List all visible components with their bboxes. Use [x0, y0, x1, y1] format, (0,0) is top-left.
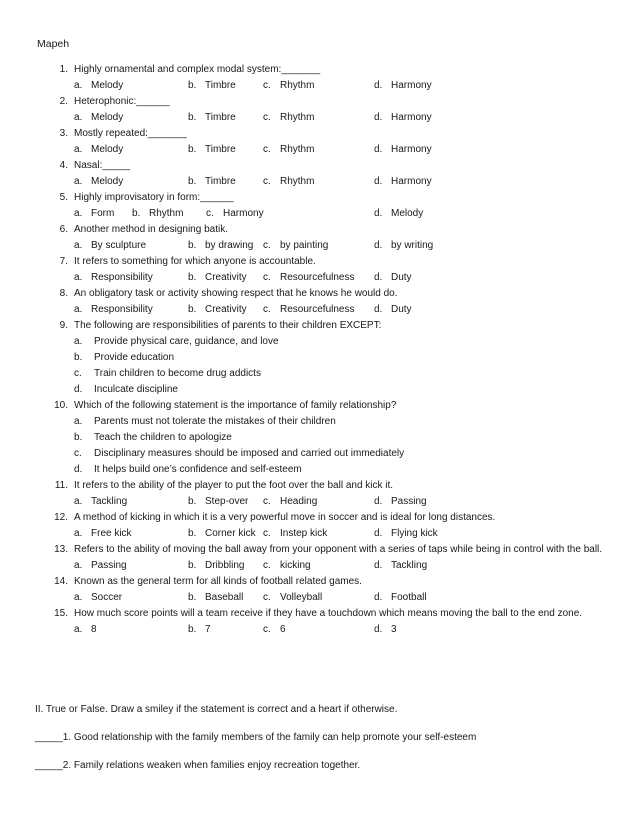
answer-option — [263, 78, 314, 94]
question-text: Heterophonic:______ — [74, 96, 170, 107]
answer-option — [374, 270, 412, 286]
option-list — [74, 334, 612, 398]
question-list — [42, 62, 612, 638]
option-row — [74, 270, 612, 286]
answer-option — [132, 206, 183, 222]
question-item — [42, 318, 612, 398]
answer-option — [188, 622, 211, 638]
answer-option — [374, 302, 412, 318]
answer-option — [74, 446, 612, 462]
answer-option — [188, 270, 247, 286]
option-text: Instep kick — [280, 528, 328, 539]
question-text: It refers to something for which anyone is accountable. — [74, 256, 316, 267]
answer-option — [74, 558, 127, 574]
option-row — [74, 558, 612, 574]
option-text: Resourcefulness — [280, 304, 355, 315]
question-text: Which of the following statement is the importance of family relationship? — [74, 400, 397, 411]
option-text: Rhythm — [280, 80, 315, 91]
answer-option — [263, 174, 314, 190]
option-letter: a. — [74, 208, 83, 219]
option-letter: c. — [263, 496, 271, 507]
option-letter: c. — [263, 304, 271, 315]
answer-option — [74, 238, 146, 254]
question-text: Refers to the ability of moving the ball away from your opponent with a series of taps while being in control with the ball. — [74, 544, 603, 555]
option-letter: b. — [188, 240, 197, 251]
question-text: How much score points will a team receive if they have a touchdown which means moving the ball to the end zone. — [74, 608, 583, 619]
answer-option — [74, 78, 123, 94]
option-row — [74, 590, 612, 606]
question-number: 7. — [59, 256, 68, 267]
option-letter: b. — [188, 592, 197, 603]
answer-option — [263, 238, 328, 254]
question-item — [42, 190, 612, 222]
option-text: Tackling — [391, 560, 428, 571]
option-letter: a. — [74, 560, 83, 571]
option-letter: b. — [188, 528, 197, 539]
answer-option — [74, 414, 612, 430]
answer-option — [263, 526, 327, 542]
question-number: 10. — [54, 400, 68, 411]
question-number: 8. — [59, 288, 68, 299]
option-letter: d. — [74, 384, 83, 395]
answer-option — [374, 526, 438, 542]
option-text: Rhythm — [280, 112, 315, 123]
option-text: Melody — [91, 176, 124, 187]
question-number: 3. — [59, 128, 68, 139]
option-text: Form — [91, 208, 115, 219]
answer-option — [74, 142, 123, 158]
option-text: Passing — [391, 496, 427, 507]
question-item — [42, 286, 612, 318]
answer-option — [74, 590, 122, 606]
question-item — [42, 94, 612, 126]
true-false-item-1: _____1. Good relationship with the family members of the family can help promote your self-esteem — [35, 732, 477, 743]
option-row — [74, 110, 612, 126]
answer-option — [188, 558, 244, 574]
question-number: 4. — [59, 160, 68, 171]
answer-option — [74, 110, 123, 126]
question-item — [42, 542, 612, 574]
option-letter: b. — [188, 496, 197, 507]
option-letter: a. — [74, 80, 83, 91]
option-text: Heading — [280, 496, 318, 507]
option-text: Timbre — [205, 112, 236, 123]
option-text: Rhythm — [280, 144, 315, 155]
answer-option — [74, 430, 612, 446]
answer-option — [374, 174, 432, 190]
answer-option — [74, 206, 114, 222]
option-row — [74, 206, 612, 222]
answer-option — [74, 526, 132, 542]
answer-option — [263, 622, 286, 638]
answer-option — [263, 270, 354, 286]
option-letter: a. — [74, 240, 83, 251]
option-text: Baseball — [205, 592, 244, 603]
option-text: Rhythm — [149, 208, 184, 219]
option-letter: a. — [74, 336, 83, 347]
option-list — [74, 414, 612, 478]
question-item — [42, 510, 612, 542]
question-number: 14. — [54, 576, 68, 587]
question-item — [42, 62, 612, 94]
answer-option — [74, 302, 153, 318]
option-row — [74, 494, 612, 510]
option-letter: b. — [188, 272, 197, 283]
option-letter: c. — [74, 448, 82, 459]
option-text: Duty — [391, 272, 412, 283]
option-text: Parents must not tolerate the mistakes of their children — [94, 416, 336, 427]
option-text: kicking — [280, 560, 311, 571]
option-letter: b. — [74, 432, 83, 443]
option-text: Inculcate discipline — [94, 384, 178, 395]
option-letter: d. — [374, 272, 383, 283]
option-letter: a. — [74, 272, 83, 283]
answer-option — [74, 494, 127, 510]
question-text: Highly improvisatory in form:______ — [74, 192, 234, 203]
question-text: Another method in designing batik. — [74, 224, 228, 235]
option-text: 8 — [91, 624, 97, 635]
option-letter: b. — [74, 352, 83, 363]
answer-option — [188, 526, 256, 542]
option-letter: d. — [374, 528, 383, 539]
option-text: Volleyball — [280, 592, 323, 603]
option-letter: a. — [74, 112, 83, 123]
option-text: Melody — [91, 112, 124, 123]
answer-option — [374, 590, 427, 606]
true-false-item-2: _____2. Family relations weaken when families enjoy recreation together. — [35, 760, 361, 771]
option-text: Disciplinary measures should be imposed and carried out immediately — [94, 448, 405, 459]
option-text: Timbre — [205, 144, 236, 155]
option-letter: d. — [374, 592, 383, 603]
option-letter: a. — [74, 144, 83, 155]
question-text: It refers to the ability of the player to put the foot over the ball and kick it. — [74, 480, 394, 491]
option-letter: b. — [132, 208, 141, 219]
option-text: Timbre — [205, 176, 236, 187]
answer-option — [188, 238, 253, 254]
option-text: Dribbling — [205, 560, 245, 571]
option-letter: c. — [263, 272, 271, 283]
question-number: 9. — [59, 320, 68, 331]
answer-option — [74, 382, 612, 398]
option-text: 3 — [391, 624, 397, 635]
option-text: It helps build one’s confidence and self-esteem — [94, 464, 302, 475]
option-letter: d. — [374, 496, 383, 507]
option-letter: b. — [188, 176, 197, 187]
option-text: Creativity — [205, 272, 247, 283]
answer-option — [263, 142, 314, 158]
option-letter: c. — [263, 112, 271, 123]
option-letter: c. — [263, 624, 271, 635]
option-text: Harmony — [391, 144, 432, 155]
question-item — [42, 126, 612, 158]
option-text: Flying kick — [391, 528, 438, 539]
question-item — [42, 222, 612, 254]
answer-option — [188, 78, 236, 94]
option-letter: a. — [74, 416, 83, 427]
question-number: 1. — [59, 64, 68, 75]
option-letter: c. — [74, 368, 82, 379]
answer-option — [263, 110, 314, 126]
option-text: Passing — [91, 560, 127, 571]
question-text: A method of kicking in which it is a very powerful move in soccer and is ideal for long distances. — [74, 512, 496, 523]
question-number: 12. — [54, 512, 68, 523]
option-letter: c. — [263, 240, 271, 251]
option-text: Corner kick — [205, 528, 256, 539]
option-letter: a. — [74, 176, 83, 187]
option-text: Football — [391, 592, 427, 603]
option-letter: d. — [374, 112, 383, 123]
question-number: 15. — [54, 608, 68, 619]
option-letter: b. — [188, 112, 197, 123]
answer-option — [263, 590, 322, 606]
option-text: Harmony — [223, 208, 264, 219]
question-number: 6. — [59, 224, 68, 235]
answer-option — [188, 110, 236, 126]
option-text: Melody — [91, 144, 124, 155]
option-text: By sculpture — [91, 240, 147, 251]
option-letter: b. — [188, 304, 197, 315]
answer-option — [374, 622, 397, 638]
answer-option — [374, 78, 432, 94]
option-text: Resourcefulness — [280, 272, 355, 283]
option-text: Provide physical care, guidance, and love — [94, 336, 279, 347]
answer-option — [263, 302, 354, 318]
answer-option — [374, 206, 423, 222]
answer-option — [74, 622, 97, 638]
option-letter: d. — [374, 80, 383, 91]
answer-option — [206, 206, 264, 222]
option-text: Melody — [391, 208, 424, 219]
section-2-heading: II. True or False. Draw a smiley if the statement is correct and a heart if otherwise. — [35, 704, 398, 715]
answer-option — [74, 350, 612, 366]
option-text: Soccer — [91, 592, 123, 603]
option-row — [74, 174, 612, 190]
option-letter: a. — [74, 528, 83, 539]
option-text: Harmony — [391, 112, 432, 123]
option-letter: c. — [263, 80, 271, 91]
answer-option — [374, 558, 427, 574]
question-item — [42, 158, 612, 190]
option-text: by drawing — [205, 240, 254, 251]
option-letter: c. — [263, 528, 271, 539]
answer-option — [188, 142, 236, 158]
option-text: Step-over — [205, 496, 249, 507]
option-letter: c. — [263, 560, 271, 571]
option-text: Tackling — [91, 496, 128, 507]
answer-option — [374, 142, 432, 158]
option-text: Teach the children to apologize — [94, 432, 232, 443]
option-row — [74, 622, 612, 638]
option-letter: d. — [374, 240, 383, 251]
question-item — [42, 606, 612, 638]
option-letter: d. — [374, 208, 383, 219]
option-text: by painting — [280, 240, 329, 251]
answer-option — [188, 302, 247, 318]
question-text: Nasal:_____ — [74, 160, 131, 171]
question-text: The following are responsibilities of parents to their children EXCEPT: — [74, 320, 382, 331]
answer-option — [74, 334, 612, 350]
option-letter: d. — [374, 560, 383, 571]
answer-option — [374, 110, 432, 126]
option-letter: b. — [188, 624, 197, 635]
option-text: Duty — [391, 304, 412, 315]
question-number: 11. — [54, 480, 68, 491]
answer-option — [188, 494, 248, 510]
question-item — [42, 254, 612, 286]
option-letter: d. — [374, 176, 383, 187]
question-text: Highly ornamental and complex modal system:_______ — [74, 64, 321, 75]
option-text: Creativity — [205, 304, 247, 315]
option-letter: d. — [74, 464, 83, 475]
option-text: Harmony — [391, 176, 432, 187]
answer-option — [74, 174, 123, 190]
answer-option — [374, 238, 433, 254]
question-item — [42, 398, 612, 478]
answer-option — [74, 270, 153, 286]
answer-option — [74, 366, 612, 382]
option-text: Melody — [91, 80, 124, 91]
option-letter: b. — [188, 80, 197, 91]
question-text: Known as the general term for all kinds of football related games. — [74, 576, 362, 587]
option-text: Rhythm — [280, 176, 315, 187]
question-item — [42, 478, 612, 510]
option-text: 7 — [205, 624, 211, 635]
answer-option — [188, 174, 236, 190]
option-text: Harmony — [391, 80, 432, 91]
option-text: Provide education — [94, 352, 175, 363]
option-text: 6 — [280, 624, 286, 635]
option-text: Responsibility — [91, 304, 153, 315]
option-text: by writing — [391, 240, 434, 251]
option-row — [74, 238, 612, 254]
option-row — [74, 526, 612, 542]
question-number: 2. — [59, 96, 68, 107]
option-letter: d. — [374, 144, 383, 155]
option-row — [74, 142, 612, 158]
option-letter: b. — [188, 560, 197, 571]
option-letter: c. — [263, 592, 271, 603]
option-text: Responsibility — [91, 272, 153, 283]
answer-option — [74, 462, 612, 478]
answer-option — [263, 558, 311, 574]
option-text: Train children to become drug addicts — [94, 368, 261, 379]
option-letter: c. — [206, 208, 214, 219]
option-letter: a. — [74, 496, 83, 507]
option-letter: a. — [74, 592, 83, 603]
option-letter: b. — [188, 144, 197, 155]
option-letter: c. — [263, 176, 271, 187]
option-row — [74, 302, 612, 318]
question-item — [42, 574, 612, 606]
option-letter: a. — [74, 304, 83, 315]
option-text: Free kick — [91, 528, 132, 539]
answer-option — [263, 494, 317, 510]
worksheet-title: Mapeh — [37, 38, 70, 50]
option-letter: a. — [74, 624, 83, 635]
option-letter: d. — [374, 304, 383, 315]
option-row — [74, 78, 612, 94]
question-number: 5. — [59, 192, 68, 203]
option-letter: c. — [263, 144, 271, 155]
answer-option — [188, 590, 243, 606]
question-number: 13. — [54, 544, 68, 555]
option-letter: d. — [374, 624, 383, 635]
option-text: Timbre — [205, 80, 236, 91]
question-text: An obligatory task or activity showing respect that he knows he would do. — [74, 288, 398, 299]
answer-option — [374, 494, 427, 510]
question-text: Mostly repeated:_______ — [74, 128, 187, 139]
